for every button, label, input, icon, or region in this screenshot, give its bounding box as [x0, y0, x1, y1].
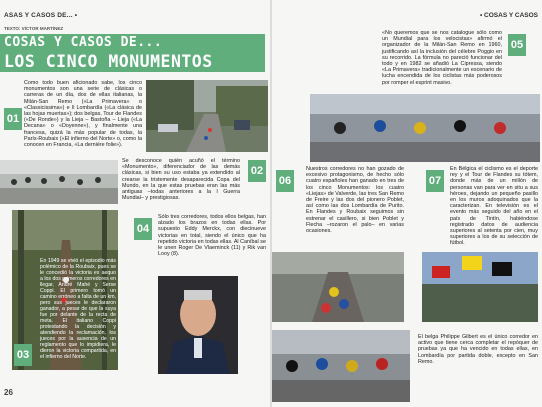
- photo-road-race-forest: [146, 80, 268, 152]
- photo-race-start: [310, 94, 540, 162]
- number-badge-07: 07: [426, 170, 444, 192]
- text-block-06: Nuestros corredores no han gozado de excesivo protagonismo, de hecho sólo cuatro españoles han ganado en tres de los cinco Monumentos: los cuatro «Liejas» de Valverde, las tres San Remo de Freire y las dos del pionero Poblet, así como las dos Lombardía de Purito. En Flandes y Roubaix seguimos sin estrenar el casillero, si bien Poblet y Flecha –rozaron el palo– en varias ocasiones.: [306, 166, 404, 235]
- title-line-1: COSAS Y CASOS DE...: [4, 35, 163, 50]
- text-block-02: Se desconoce quién acuñó el término «Monumento», diferenciador de las demás clásicas, si bien su uso estaba ya extendido al crearse la tristemente desaparecida Copa del Mundo, en la que estas pruebas eran las más antiguas –todas anteriores a la I Guerra Mundial– y prestigiosas.: [122, 158, 240, 202]
- number-badge-02: 02: [248, 160, 266, 182]
- number-badge-06: 06: [276, 170, 294, 192]
- photo-peloton-cobbles: [0, 160, 118, 204]
- left-page: [0, 0, 270, 407]
- section-header-left: ASAS Y CASOS DE... •: [4, 12, 78, 19]
- number-badge-04: 04: [134, 218, 152, 240]
- text-block-01: Como todo buen aficionado sabe, los cinco monumentos son una serie de clásicas o carreras de un día, dos de ellas italianas, la Milán-San Remo («La Primavera» o «Classicissima») e Il Lombardía («La clásica de las hojas muertas»); dos belgas, Tour de Flandes («De Ronde») y la Lieja – Bastoña – Lieja («La Decana» o «Doyenne»), y finalmente una francesa, quizá la más popular de todas, la París-Roubaix («El infierno del Norte» o, como la conocen en Francia, «La dernière folie»).: [24, 80, 142, 149]
- number-badge-01: 01: [4, 108, 22, 130]
- photo-cobbled-climb: [272, 252, 404, 322]
- photo-crowd-flags: [422, 252, 538, 322]
- text-block-08: El belga Philippe Gilbert es el único corredor en activo que tiene cerca completar el repóquer de pruebas ya que ha vencido en todas ellas, en Lombardía por partida doble, excepto en San Remo.: [418, 334, 538, 365]
- text-block-05: «No queremos que se nos catalogue sólo como un Mundial para los velocistas» afirmó el organizador de la Milán-San Remo en 1960, justificando así la inclusión del célebre Poggio en su recorrido. La fórmula no pareció funcionar del todo y en 1982 se añadió La Cipressa, siendo «La Primavera» tradicionalmente un escenario de lucha encendida de los ciclistas más poderosos por romper el esprint masivo.: [382, 30, 502, 86]
- byline: TEXTO: VÍCTOR MARTÍNEZ: [4, 26, 64, 31]
- photo-portrait-merckx: [158, 276, 238, 374]
- text-block-03: En 1949 se vivió el episodio más polémico de la Roubaix, pues se le concedió la victoria ex aequo a los dos primeros corredores en llegar, André Mahé y Serse Coppi. El primero tomó un camino erróneo a falta de un km, pero sus jueces le declararon ganador, a pesar de que la suya fue por delante de la recta de meta. El italiano Coppi protestando la decisión y atendiendo la reclamación, los jueces por la ausencia de un reglamento que lo impidiera, le dieron la victoria compartida, en el infierno del Norte.: [40, 258, 116, 360]
- number-badge-03: 03: [14, 344, 32, 366]
- text-block-04: Sólo tres corredores, todos ellos belgas, han alzado los brazos en todas ellas. Por supuesto Eddy Merckx, con diecinueve victorias en total, siendo el único que ha repetido victoria en todas ellas. Al Caníbal se le unen Roger De Vlaeminck (11) y Rik van Looy (8).: [158, 214, 266, 258]
- text-block-07: En Bélgica el ciclismo es el deporte rey y el Tour de Flandes su tótem, donde más de un millón de personas van para ver en situ a sus héroes, dejando un pequeño pasillo en los muros adoquinados que la caracterizan. En televisión es el evento más seguido del año en el país de Tintín, habiéndose registrado datos de audiencia superiores al setenta por cien, muy superiores a los de su selección de fútbol.: [450, 166, 538, 247]
- section-header-right: • COSAS Y CASOS: [479, 12, 538, 19]
- right-page: [272, 0, 542, 407]
- page-number: 26: [4, 388, 13, 397]
- title-line-2: LOS CINCO MONUMENTOS: [4, 52, 213, 71]
- photo-peloton-sprint: [272, 330, 410, 402]
- number-badge-05: 05: [508, 34, 526, 56]
